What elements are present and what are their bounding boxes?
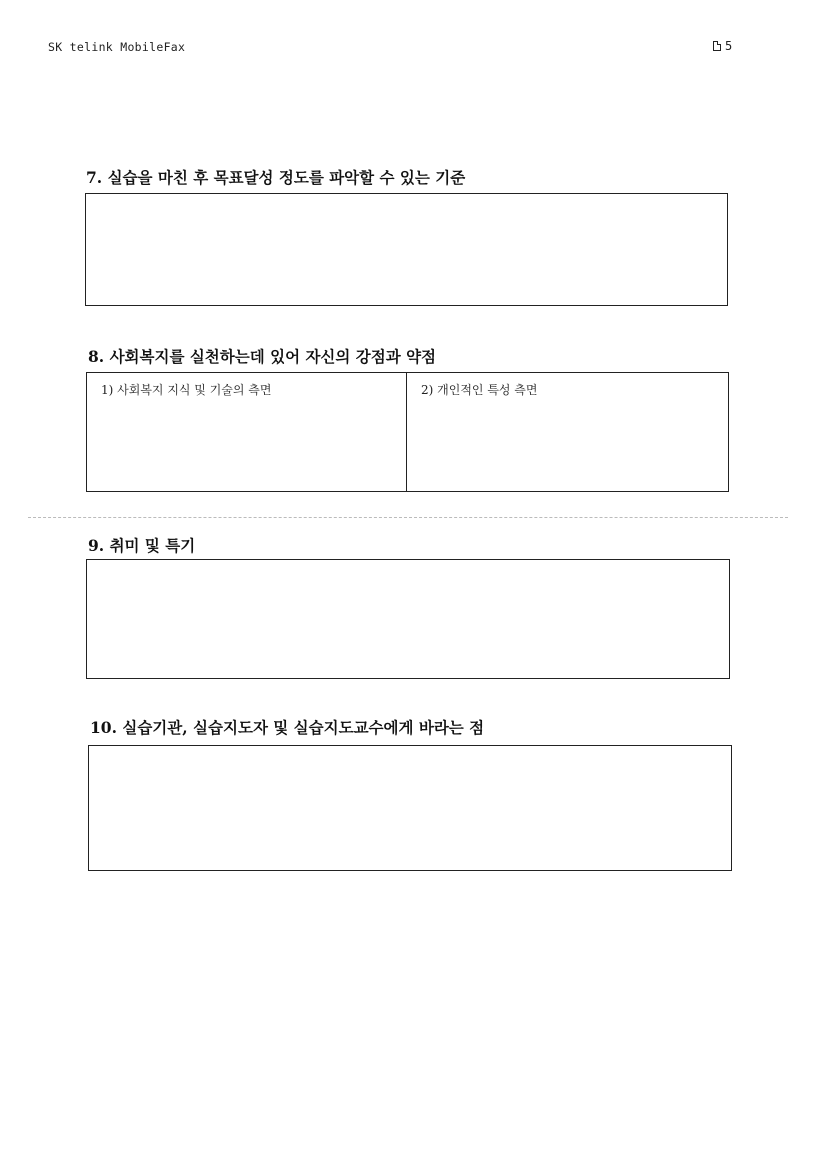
section-9-answer-box[interactable]	[86, 559, 730, 679]
fax-fold-line	[28, 517, 788, 518]
fax-header-title: SK telink MobileFax	[48, 40, 186, 54]
section-10-answer-box[interactable]	[88, 745, 732, 871]
section-9-title: 9. 취미 및 특기	[88, 536, 196, 555]
page-number: 5	[725, 39, 733, 53]
strength-weakness-personal-cell[interactable]	[407, 373, 728, 491]
section-8-title: 8. 사회복지를 실천하는데 있어 자신의 강점과 약점	[88, 347, 437, 366]
personal-trait-label: 2) 개인적인 특성 측면	[421, 383, 538, 397]
strength-weakness-knowledge-cell[interactable]	[87, 373, 407, 491]
knowledge-skill-label: 1) 사회복지 지식 및 기술의 측면	[101, 383, 272, 397]
page-number-mark	[713, 39, 732, 53]
section-7-title: 7. 실습을 마친 후 목표달성 정도를 파악할 수 있는 기준	[86, 168, 466, 187]
section-10-title: 10. 실습기관, 실습지도자 및 실습지도교수에게 바라는 점	[90, 718, 485, 737]
section-8-answer-table	[86, 372, 729, 492]
document-icon	[713, 41, 721, 51]
section-7-answer-box[interactable]	[85, 193, 728, 306]
